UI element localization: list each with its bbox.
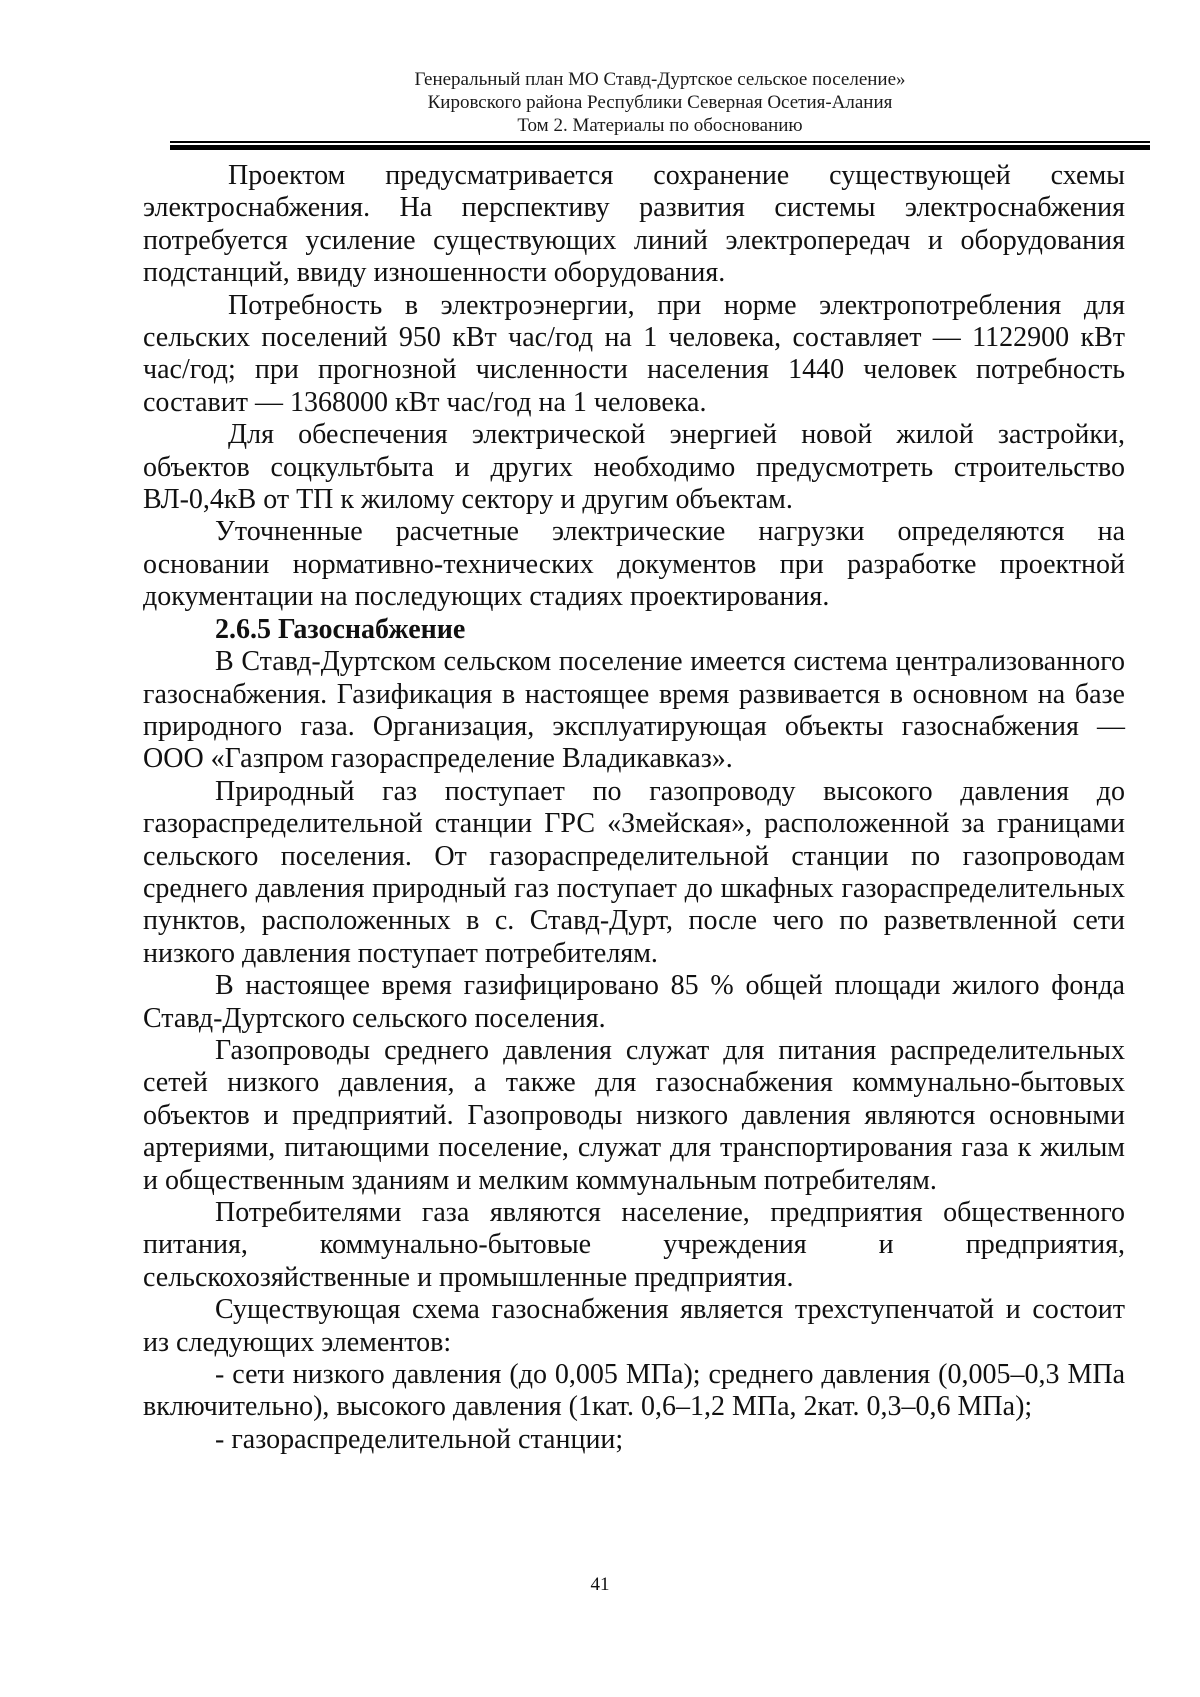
paragraph-new-construction: Для обеспечения электрической энергией новой жилой застройки, объектов соцкультбыта и других необходимо предусмотреть строительство ВЛ-0,4кВ от ТП к жилому сектору и другим объектам. — [143, 419, 1125, 516]
body-text — [143, 160, 1125, 1456]
paragraph-electrical-loads: Уточненные расчетные электрические нагрузки определяются на основании нормативно-технических документов при разработке проектной документации на последующих стадиях проектирования. — [143, 516, 1125, 613]
paragraph-gasification-level: В настоящее время газифицировано 85 % общей площади жилого фонда Ставд-Дуртского сельского поселения. — [143, 970, 1125, 1034]
paragraph-gas-pipeline: Природный газ поступает по газопроводу высокого давления до газораспределительной станции ГРС «Змейская», расположенной за границами сельского поселения. От газораспределительной станции по газопроводам среднего давления природный газ поступает до шкафных газораспределительных пунктов, расположенных в с. Ставд-Дурт, после чего по разветвленной сети низкого давления поступает потребителям. — [143, 775, 1125, 969]
list-item-distribution-station: - газораспределительной станции; — [215, 1423, 624, 1455]
paragraph-gas-consumers: Потребителями газа являются население, предприятия общественного питания, коммунально-бытовые учреждения и предприятия, сельскохозяйственные и промышленные предприятия. — [143, 1197, 1125, 1293]
paragraph-power-demand: Потребность в электроэнергии, при норме электропотребления для сельских поселений 950 кВт час/год на 1 человека, составляет — 1122900 кВт час/год; при прогнозной численности населения 1440 человек потребность составит — 1368000 кВт час/год на 1 человека. — [143, 289, 1125, 418]
header-line-1: Генеральный план МО Ставд-Дуртское сельское поселение» — [414, 69, 906, 90]
page-number: 41 — [590, 1574, 610, 1595]
paragraph-gas-system: В Ставд-Дуртском сельском поселение имеется система централизованного газоснабжения. Газификация в настоящее время развивается в основном на базе природного газа. Организация, эксплуатирующая объекты газоснабжения — ООО «Газпром газораспределение Владикавказ». — [143, 646, 1125, 775]
paragraph-power-scheme: Проектом предусматривается сохранение существующей схемы электроснабжения. На перспективу развития системы электроснабжения потребуется усиление существующих линий электропередач и оборудования подстанций, ввиду изношенности оборудования. — [143, 160, 1125, 289]
header-rule-thick — [170, 145, 1150, 150]
list-item-pressure-networks: - сети низкого давления (до 0,005 МПа); среднего давления (0,005–0,3 МПа включительно), высокого давления (1кат. 0,6–1,2 МПа, 2кат. 0,3–0,6 МПа); — [143, 1359, 1125, 1423]
paragraph-medium-pressure: Газопроводы среднего давления служат для питания распределительных сетей низкого давления, а также для газоснабжения коммунально-бытовых объектов и предприятий. Газопроводы низкого давления являются основными артериями, питающими поселение, служат для транспортирования газа к жилым и общественным зданиям и мелким коммунальным потребителям. — [143, 1034, 1125, 1196]
header-line-3: Том 2. Материалы по обоснованию — [517, 115, 803, 136]
header-rule-thin — [170, 141, 1150, 143]
paragraph-gas-scheme: Существующая схема газоснабжения является трехступенчатой и состоит из следующих элементов: — [143, 1294, 1125, 1358]
header-line-2: Кировского района Республики Северная Осетия-Алания — [427, 92, 893, 113]
running-header — [170, 68, 1150, 137]
section-heading-gas-supply: 2.6.5 Газоснабжение — [215, 613, 466, 645]
